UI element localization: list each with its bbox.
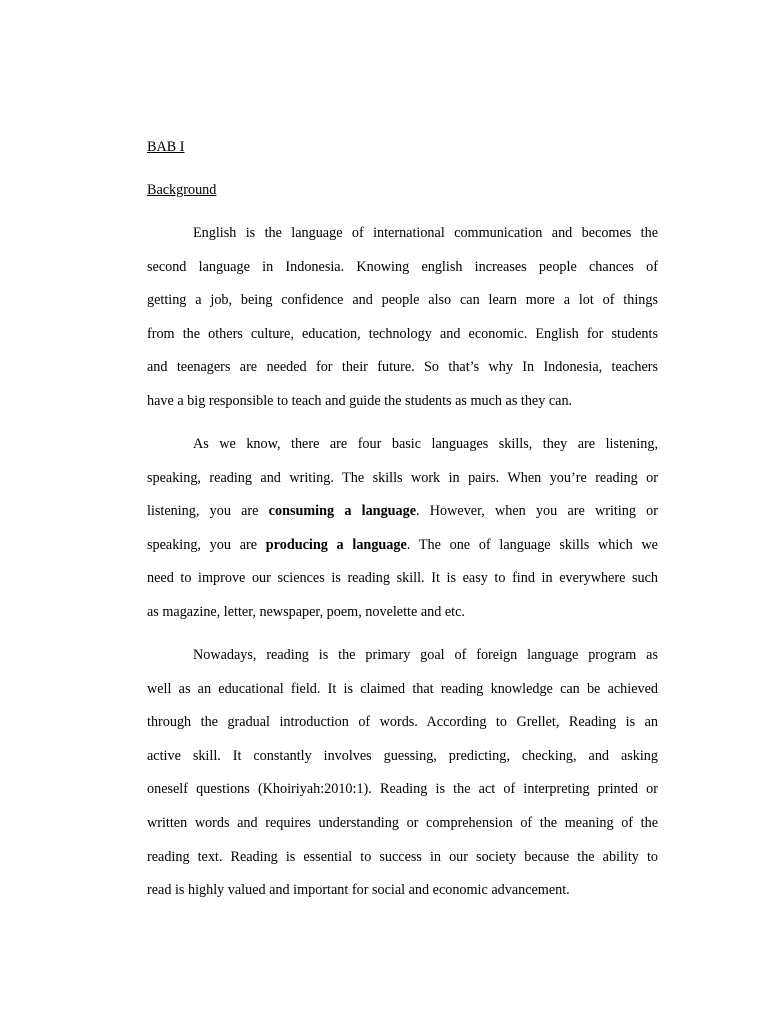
paragraph-line: as magazine, letter, newspaper, poem, novelette and etc. xyxy=(147,603,465,620)
paragraph-line: active skill. It constantly involves guessing, predicting, checking, and asking xyxy=(147,747,658,764)
chapter-title: BAB I xyxy=(147,139,185,155)
paragraph-line: have a big responsible to teach and guide the students as much as they can. xyxy=(147,392,573,409)
paragraph-line: need to improve our sciences is reading skill. It is easy to find in everywhere such xyxy=(147,570,658,587)
paragraph-line: Nowadays, reading is the primary goal of foreign language program as xyxy=(193,647,658,663)
line-text: listening, you are xyxy=(147,503,269,520)
paragraph-line: reading text. Reading is essential to success in our society because the ability to xyxy=(147,848,658,865)
paragraph-2 xyxy=(147,437,658,619)
paragraph-line: well as an educational field. It is claimed that reading knowledge can be achieved xyxy=(147,680,658,697)
paragraph-line: As we know, there are four basic languages skills, they are listening, xyxy=(193,436,658,452)
line-text: . The one of language skills which we xyxy=(406,536,658,553)
paragraph-line xyxy=(147,504,658,538)
paragraph-3 xyxy=(147,648,658,897)
section-title: Background xyxy=(147,182,217,198)
paragraph-line: English is the language of international communication and becomes the xyxy=(193,225,658,241)
paragraph-line: written words and requires understanding or comprehension of the meaning of the xyxy=(147,814,658,831)
paragraph-line: oneself questions (Khoiriyah:2010:1). Reading is the act of interpreting printed or xyxy=(147,781,658,798)
paragraph-line: speaking, reading and writing. The skills work in pairs. When you’re reading or xyxy=(147,469,658,486)
paragraph-1 xyxy=(147,226,658,408)
paragraph-line: through the gradual introduction of words. According to Grellet, Reading is an xyxy=(147,714,658,731)
paragraph-line: and teenagers are needed for their future. So that’s why In Indonesia, teachers xyxy=(147,359,658,376)
paragraph-line: read is highly valued and important for social and economic advancement. xyxy=(147,882,570,899)
bold-term-producing: producing a language xyxy=(265,536,407,553)
bold-term-consuming: consuming a language xyxy=(268,503,417,520)
paragraph-line: second language in Indonesia. Knowing english increases people chances of xyxy=(147,258,658,275)
document-page xyxy=(147,0,658,1024)
line-text: . However, when you are writing or xyxy=(416,503,659,520)
paragraph-line xyxy=(147,538,658,572)
line-text: speaking, you are xyxy=(147,536,266,553)
paragraph-line: getting a job, being confidence and people also can learn more a lot of things xyxy=(147,292,658,309)
paragraph-line: from the others culture, education, technology and economic. English for students xyxy=(147,325,658,342)
